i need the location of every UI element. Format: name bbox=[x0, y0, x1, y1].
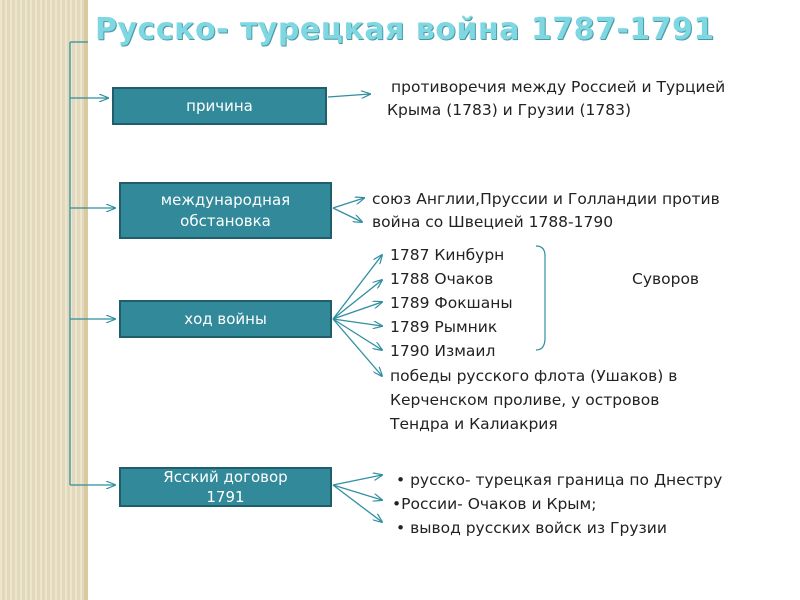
arrow-treaty-1 bbox=[333, 475, 382, 485]
arrow-battle-3 bbox=[333, 302, 382, 319]
page-title: Русско- турецкая война 1787-1791 bbox=[95, 12, 715, 47]
battle-item: 1789 Рымник bbox=[390, 318, 498, 336]
box-course bbox=[119, 300, 332, 338]
battle-item: 1790 Измаил bbox=[390, 342, 496, 360]
arrow-cause-text bbox=[328, 94, 370, 97]
arrow-international-1 bbox=[333, 198, 364, 208]
arrow-battle-5 bbox=[333, 319, 382, 350]
box-course-label: ход войны bbox=[184, 309, 267, 328]
box-cause-label: причина bbox=[186, 96, 253, 115]
international-text-line2: война со Швецией 1788-1790 bbox=[372, 213, 614, 231]
battle-item: 1788 Очаков bbox=[390, 270, 494, 288]
treaty-term-2: •России- Очаков и Крым; bbox=[392, 495, 597, 513]
battle-item: 1787 Кинбурн bbox=[390, 246, 505, 264]
treaty-term-3: • вывод русских войск из Грузии bbox=[396, 519, 667, 537]
navy-text-line2: Керченском проливе, у островов bbox=[390, 391, 660, 409]
cause-text-line1: противоречия между Россией и Турцией bbox=[391, 78, 726, 96]
box-treaty-label-line2: 1791 bbox=[206, 488, 245, 506]
navy-text-line3: Тендра и Калиакрия bbox=[390, 415, 558, 433]
box-international-label-line1: международная bbox=[160, 191, 291, 210]
arrow-battle-2 bbox=[333, 280, 382, 319]
arrow-battle-4 bbox=[333, 319, 382, 326]
box-international bbox=[119, 182, 332, 239]
box-treaty bbox=[119, 467, 332, 507]
battle-item: 1789 Фокшаны bbox=[390, 294, 513, 312]
box-cause bbox=[112, 87, 327, 125]
arrow-navy bbox=[333, 319, 382, 376]
treaty-term-1-text: русско- турецкая граница по Днестру bbox=[410, 471, 723, 489]
cause-text-line2: Крыма (1783) и Грузии (1783) bbox=[387, 101, 631, 119]
arrow-battle-1 bbox=[333, 255, 382, 319]
arrow-treaty-3 bbox=[333, 485, 382, 522]
international-text-line1: союз Англии,Пруссии и Голландии против bbox=[372, 190, 720, 208]
arrow-international-2 bbox=[333, 208, 362, 222]
commander-name: Суворов bbox=[632, 270, 700, 288]
arrow-treaty-2 bbox=[333, 485, 382, 500]
treaty-term-1: • русско- турецкая граница по Днестру bbox=[396, 471, 723, 489]
navy-text-line1: победы русского флота (Ушаков) в bbox=[390, 367, 678, 385]
trunk-line bbox=[70, 42, 88, 485]
treaty-term-2-text: России- Очаков и Крым; bbox=[401, 495, 597, 513]
box-international-label-line2: обстановка bbox=[180, 211, 271, 230]
battles-bracket bbox=[536, 246, 545, 350]
box-treaty-label-line1: Ясский договор bbox=[163, 467, 288, 486]
treaty-term-3-text: вывод русских войск из Грузии bbox=[410, 519, 667, 537]
